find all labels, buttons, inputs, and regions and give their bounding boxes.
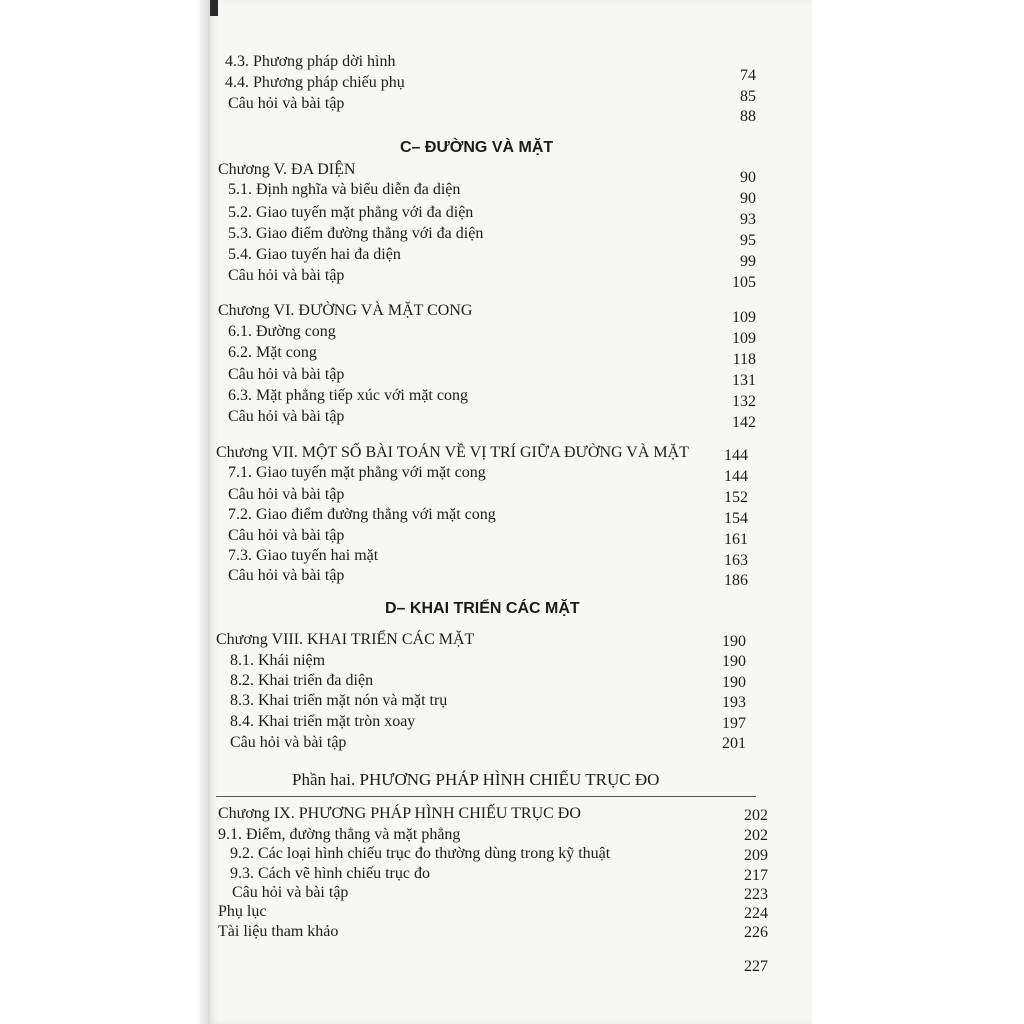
toc-page-number: 193	[722, 694, 746, 711]
chapter-title: Chương IX. PHƯƠNG PHÁP HÌNH CHIẾU TRỤC ĐO	[218, 805, 581, 822]
toc-page-number: 186	[724, 572, 748, 589]
toc-entry: Tài liệu tham khảo	[218, 923, 339, 940]
toc-page-number: 224	[744, 905, 768, 922]
toc-page-number: 85	[740, 88, 756, 105]
chapter-title: Chương VII. MỘT SỐ BÀI TOÁN VỀ VỊ TRÍ GIỮA ĐƯỜNG VÀ MẶT	[216, 444, 689, 461]
toc-page-number: 95	[740, 232, 756, 249]
toc-page-number: 217	[744, 867, 768, 884]
toc-page-number: 226	[744, 924, 768, 941]
toc-page-number: 105	[732, 274, 756, 291]
toc-entry: 5.2. Giao tuyến mặt phẳng với đa diện	[228, 204, 474, 221]
toc-entry: 6.3. Mặt phẳng tiếp xúc với mặt cong	[228, 387, 468, 404]
toc-entry: 7.2. Giao điểm đường thẳng với mặt cong	[228, 506, 496, 523]
toc-page-number: 90	[740, 190, 756, 207]
toc-entry: 8.1. Khái niệm	[230, 652, 326, 669]
toc-entry: 7.3. Giao tuyến hai mặt	[228, 547, 379, 564]
toc-page-number: 152	[724, 489, 748, 506]
toc-entry: 9.3. Cách vẽ hình chiếu trục đo	[230, 865, 430, 882]
toc-page-number: 99	[740, 253, 756, 270]
chapter-title: Chương V. ĐA DIỆN	[218, 161, 356, 178]
toc-page-number: 209	[744, 847, 768, 864]
toc-entry: Câu hỏi và bài tập	[228, 267, 345, 284]
toc-entry: Câu hỏi và bài tập	[228, 366, 345, 383]
toc-entry: 9.1. Điểm, đường thẳng và mặt phẳng	[218, 826, 461, 843]
toc-page-number: 90	[740, 169, 756, 186]
toc-entry: 8.3. Khai triển mặt nón và mặt trụ	[230, 692, 448, 709]
toc-page-number: 109	[732, 309, 756, 326]
toc-entry: 5.4. Giao tuyến hai đa diện	[228, 246, 401, 263]
toc-entry: 8.4. Khai triển mặt tròn xoay	[230, 713, 416, 730]
toc-page-number: 163	[724, 552, 748, 569]
toc-entry: Câu hỏi và bài tập	[228, 486, 345, 503]
toc-entry: 5.1. Định nghĩa và biểu diễn đa diện	[228, 181, 461, 198]
toc-entry: 6.1. Đường cong	[228, 323, 336, 340]
toc-page-number: 223	[744, 886, 768, 903]
toc-page-number: 202	[744, 807, 768, 824]
part-heading: Phần hai. PHƯƠNG PHÁP HÌNH CHIẾU TRỤC ĐO	[292, 770, 660, 789]
section-heading: D– KHAI TRIỂN CÁC MẶT	[385, 600, 580, 617]
toc-page-number: 190	[722, 674, 746, 691]
toc-page-number: 190	[722, 633, 746, 650]
toc-page-number: 142	[732, 414, 756, 431]
toc-page-number: 74	[740, 67, 756, 84]
chapter-title: Chương VIII. KHAI TRIỂN CÁC MẶT	[216, 631, 475, 648]
toc-entry: Câu hỏi và bài tập	[228, 567, 345, 584]
toc-page-number: 201	[722, 735, 746, 752]
chapter-title: Chương VI. ĐƯỜNG VÀ MẶT CONG	[218, 302, 473, 319]
section-heading: C– ĐƯỜNG VÀ MẶT	[400, 139, 554, 156]
toc-page-number: 88	[740, 108, 756, 125]
toc-entry: Câu hỏi và bài tập	[230, 734, 347, 751]
toc-page-number: 131	[732, 372, 756, 389]
page-number: 227	[744, 958, 768, 975]
toc-page-number: 190	[722, 653, 746, 670]
toc-entry: 4.3. Phương pháp dời hình	[225, 53, 396, 70]
toc-entry: 4.4. Phương pháp chiếu phụ	[225, 74, 405, 91]
toc-page-number: 109	[732, 330, 756, 347]
toc-page-number: 93	[740, 211, 756, 228]
toc-entry: 5.3. Giao điểm đường thẳng với đa diện	[228, 225, 484, 242]
page-corner-mark	[210, 0, 218, 16]
toc-page-number: 154	[724, 510, 748, 527]
divider-rule	[216, 796, 756, 797]
toc-entry: Câu hỏi và bài tập	[228, 95, 345, 112]
toc-page-number: 144	[724, 447, 748, 464]
toc-entry: Câu hỏi và bài tập	[228, 527, 345, 544]
toc-page-number: 161	[724, 531, 748, 548]
toc-entry: 7.1. Giao tuyến mặt phẳng với mặt cong	[228, 464, 486, 481]
toc-page-number: 144	[724, 468, 748, 485]
toc-page-number: 197	[722, 715, 746, 732]
toc-page-number: 118	[732, 351, 756, 368]
toc-entry: 6.2. Mặt cong	[228, 344, 317, 361]
toc-page-number: 202	[744, 827, 768, 844]
toc-entry: Câu hỏi và bài tập	[228, 408, 345, 425]
toc-entry: 8.2. Khai triển đa diện	[230, 672, 374, 689]
toc-entry: 9.2. Các loại hình chiếu trục đo thường dùng trong kỹ thuật	[230, 845, 611, 862]
toc-entry: Phụ lục	[218, 903, 267, 920]
toc-page-number: 132	[732, 393, 756, 410]
toc-entry: Câu hỏi và bài tập	[232, 884, 349, 901]
